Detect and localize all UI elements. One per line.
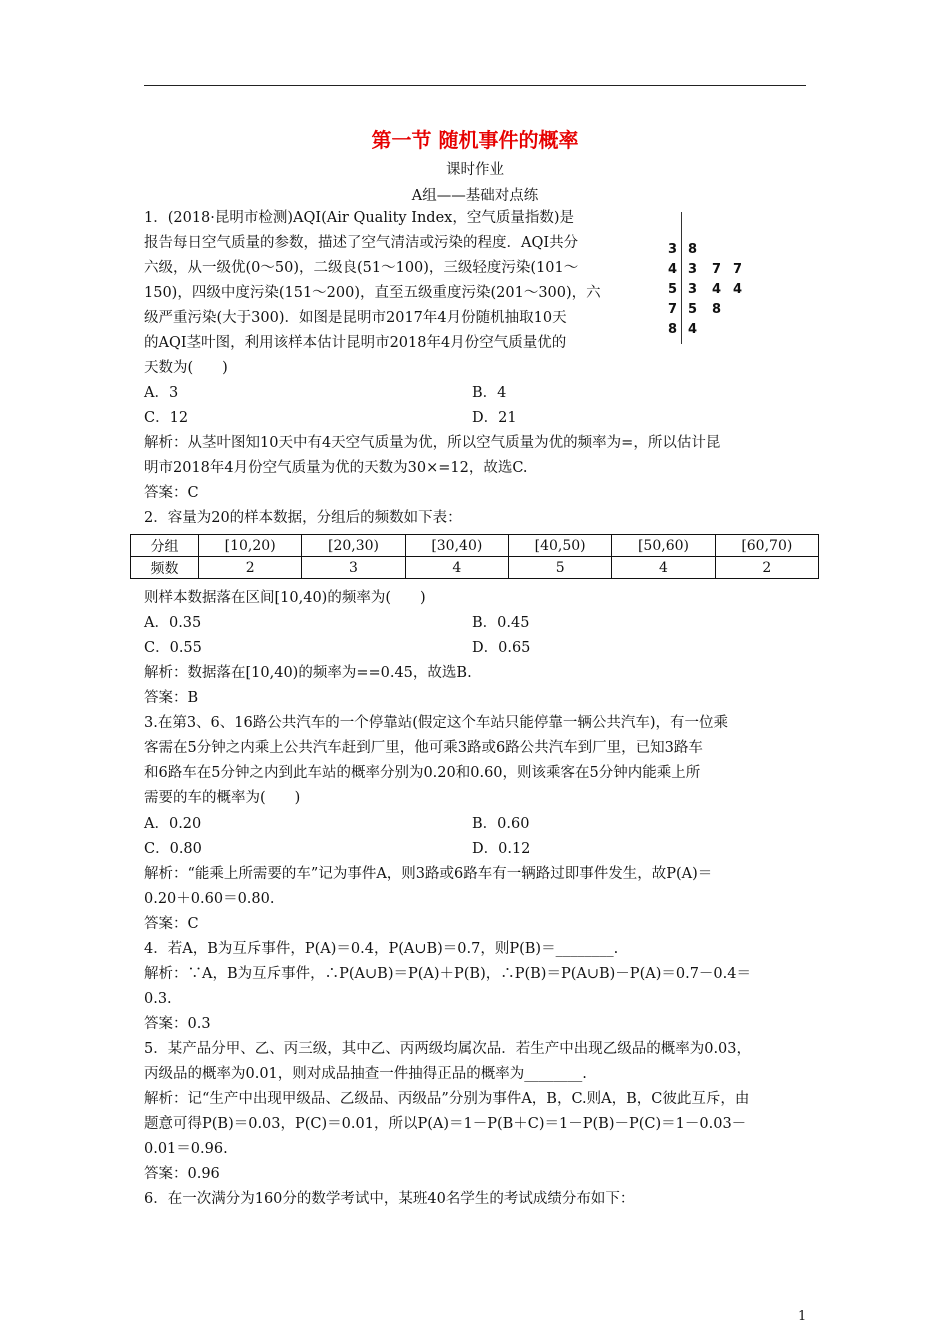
leaf: 8	[712, 302, 722, 317]
page-number: 1	[798, 1309, 807, 1324]
subtitle: 课时作业	[446, 162, 504, 178]
q2-option-c: C．0.55	[144, 640, 202, 656]
q5-line: 丙级品的概率为0.01，则对成品抽查一件抽得正品的概率为________.	[144, 1066, 587, 1082]
q2-question: 则样本数据落在区间[10,40)的频率为( )	[144, 590, 426, 606]
table-header-cell: 频数	[131, 557, 199, 579]
table-row	[131, 557, 819, 579]
leaf: 3	[688, 262, 698, 277]
q3-analysis: 解析：“能乘上所需要的车”记为事件A，则3路或6路车有一辆路过即事件发生，故P(A)＝	[144, 866, 713, 882]
q3-option-b: B．0.60	[472, 816, 530, 832]
stem-divider	[681, 212, 682, 344]
q3-line: 客需在5分钟之内乘上公共汽车赶到厂里，他可乘3路或6路公共汽车到厂里，已知3路车	[144, 740, 703, 756]
q3-analysis: 0.20＋0.60＝0.80.	[144, 891, 275, 907]
q1-analysis: 解析：从茎叶图知10天中有4天空气质量为优，所以空气质量为优的频率为=，所以估计昆	[144, 435, 721, 451]
table-cell: [10,20)	[199, 535, 302, 557]
q4-analysis: 0.3.	[144, 991, 172, 1007]
q3-answer: 答案：C	[144, 916, 199, 932]
table-cell: 4	[612, 557, 715, 579]
leaf: 5	[688, 302, 698, 317]
q1-line: 的AQI茎叶图，利用该样本估计昆明市2018年4月份空气质量优的	[144, 335, 567, 351]
q1-line: 天数为( )	[144, 360, 228, 376]
q5-analysis: 题意可得P(B)＝0.03，P(C)＝0.01，所以P(A)＝1－P(B＋C)＝1－P(B)－P(C)＝1－0.03－	[144, 1116, 747, 1132]
q1-line: 1．(2018·昆明市检测)AQI(Air Quality Index，空气质量指数)是	[144, 210, 574, 226]
stem: 7	[668, 302, 678, 317]
q3-line: 和6路车在5分钟之内到此车站的概率分别为0.20和0.60，则该乘客在5分钟内能乘上所	[144, 765, 701, 781]
table-cell: 5	[508, 557, 611, 579]
q6-line: 6．在一次满分为160分的数学考试中，某班40名学生的考试成绩分布如下：	[144, 1191, 635, 1207]
section-title: 第一节 随机事件的概率	[371, 128, 579, 152]
q1-line: 级严重污染(大于300)．如图是昆明市2017年4月份随机抽取10天	[144, 310, 567, 326]
leaf: 4	[733, 282, 743, 297]
q5-line: 5．某产品分甲、乙、丙三级，其中乙、丙两级均属次品．若生产中出现乙级品的概率为0.03，	[144, 1041, 752, 1057]
q2-option-a: A．0.35	[144, 615, 202, 631]
q2-answer: 答案：B	[144, 690, 199, 706]
q3-option-c: C．0.80	[144, 841, 202, 857]
leaf: 7	[733, 262, 743, 277]
leaf: 7	[712, 262, 722, 277]
table-row	[131, 535, 819, 557]
stem: 3	[668, 242, 678, 257]
q1-option-c: C．12	[144, 410, 189, 426]
q3-line: 3.在第3、6、16路公共汽车的一个停靠站(假定这个车站只能停靠一辆公共汽车)，有一位乘	[144, 715, 729, 731]
table-cell: 4	[405, 557, 508, 579]
leaf: 4	[688, 322, 698, 337]
table-cell: [30,40)	[405, 535, 508, 557]
stem-leaf-plot	[630, 212, 770, 352]
q4-answer: 答案：0.3	[144, 1016, 211, 1032]
q1-option-a: A．3	[144, 385, 179, 401]
q5-analysis: 解析：记“生产中出现甲级品、乙级品、丙级品”分别为事件A，B，C.则A，B，C彼此互斥，由	[144, 1091, 750, 1107]
leaf: 4	[712, 282, 722, 297]
leaf: 3	[688, 282, 698, 297]
table-cell: [20,30)	[302, 535, 405, 557]
table-cell: 2	[199, 557, 302, 579]
table-cell: [60,70)	[715, 535, 818, 557]
q1-option-d: D．21	[472, 410, 517, 426]
table-cell: 3	[302, 557, 405, 579]
table-cell: [50,60)	[612, 535, 715, 557]
stem: 5	[668, 282, 678, 297]
q1-option-b: B．4	[472, 385, 507, 401]
q2-line: 2．容量为20的样本数据，分组后的频数如下表：	[144, 510, 462, 526]
q1-line: 150)，四级中度污染(151～200)，直至五级重度污染(201～300)，六	[144, 285, 601, 301]
q2-option-b: B．0.45	[472, 615, 530, 631]
header-rule	[144, 85, 806, 86]
q1-line: 六级，从一级优(0～50)，二级良(51～100)，三级轻度污染(101～	[144, 260, 579, 276]
frequency-table	[130, 534, 819, 579]
table-cell: [40,50)	[508, 535, 611, 557]
q1-answer: 答案：C	[144, 485, 199, 501]
table-header-cell: 分组	[131, 535, 199, 557]
table-cell: 2	[715, 557, 818, 579]
group-heading: A组——基础对点练	[411, 188, 539, 204]
q1-analysis: 明市2018年4月份空气质量为优的天数为30×=12，故选C.	[144, 460, 528, 476]
q3-option-d: D．0.12	[472, 841, 531, 857]
q3-line: 需要的车的概率为( )	[144, 790, 301, 806]
q3-option-a: A．0.20	[144, 816, 202, 832]
q2-option-d: D．0.65	[472, 640, 531, 656]
q4-analysis: 解析：∵A，B为互斥事件，∴P(A∪B)＝P(A)＋P(B)，∴P(B)＝P(A∪B)－P(A)＝0.7－0.4＝	[144, 966, 751, 982]
stem: 4	[668, 262, 678, 277]
q4-line: 4．若A，B为互斥事件，P(A)＝0.4，P(A∪B)＝0.7，则P(B)＝________.	[144, 941, 619, 957]
q5-answer: 答案：0.96	[144, 1166, 220, 1182]
stem: 8	[668, 322, 678, 337]
q5-analysis: 0.01＝0.96.	[144, 1141, 228, 1157]
leaf: 8	[688, 242, 698, 257]
q1-line: 报告每日空气质量的参数，描述了空气清洁或污染的程度．AQI共分	[144, 235, 579, 251]
q2-analysis: 解析：数据落在[10,40)的频率为==0.45，故选B.	[144, 665, 472, 681]
